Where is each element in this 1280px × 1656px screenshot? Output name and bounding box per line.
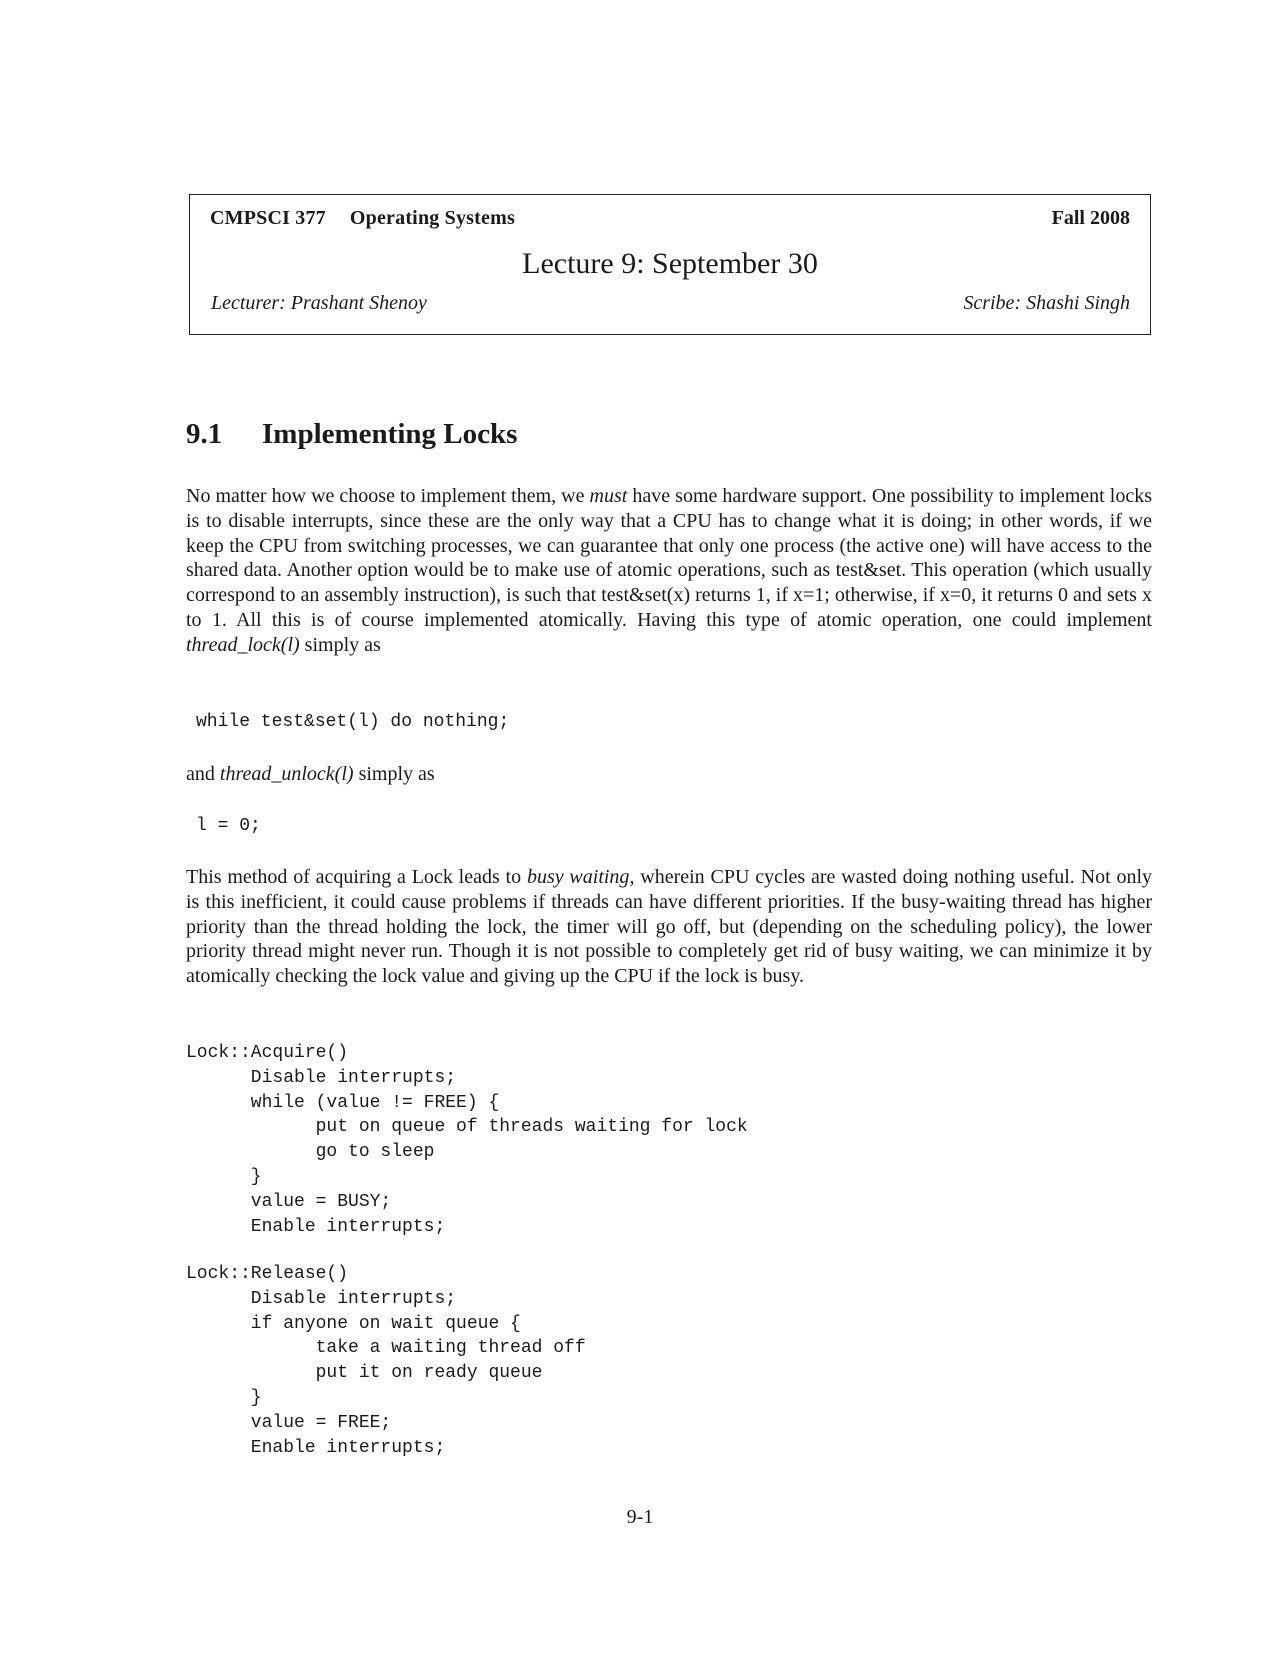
paragraph-text: simply as [299, 633, 381, 656]
course-name: Operating Systems [349, 207, 515, 229]
function-name: thread_lock(l) [186, 633, 300, 656]
emphasis-text: busy waiting [526, 866, 630, 888]
term-label: Fall 2008 [1051, 207, 1130, 229]
code-release: Lock::Release() Disable interrupts; if anyone on wait queue { take a waiting thread off put it on ready queue } value = FREE; Enable interrupts; [186, 1264, 586, 1458]
code-unlock: l = 0; [196, 816, 261, 836]
course-line [210, 207, 515, 230]
emphasis-text: must [589, 485, 628, 507]
lecturer-label: Lecturer: Prashant Shenoy [211, 292, 427, 314]
lecture-title: Lecture 9: September 30 [522, 247, 818, 280]
section-heading [186, 418, 517, 451]
paragraph-intro [186, 484, 1152, 658]
section-title-text: Implementing Locks [262, 418, 518, 450]
scribe-label: Scribe: Shashi Singh [963, 292, 1130, 314]
function-name: thread_unlock(l) [219, 763, 354, 785]
course-code: CMPSCI 377 [210, 207, 326, 229]
paragraph-text: have some hardware support. One possibility to implement locks is to disable interrupts, since these are the only way that a CPU has to change what it is doing; in other words, if we keep the CPU from switching processes, we can guarantee that only one process (the active one) will have access to the shared data. Another option would be to make use of atomic operations, such as test&set. This operation (which usually correspond to an assembly instruction), is such that test&set(x) returns 1, if x=1; otherwise, if x=0, it returns 0 and sets x to 1. All this is of course implemented atomically. Having this type of atomic operation, one could implement [186, 485, 1152, 631]
code-lock: while test&set(l) do nothing; [196, 712, 510, 732]
code-acquire: Lock::Acquire() Disable interrupts; while (value != FREE) { put on queue of threads waiting for lock go to sleep } value = BUSY; Enable interrupts; [186, 1043, 748, 1237]
paragraph-text: and [186, 763, 220, 785]
lecture-header-box [189, 194, 1151, 335]
paragraph-text: , wherein CPU cycles are wasted doing nothing useful. Not only is this inefficient, it could cause problems if threads can have different priorities. If the busy-waiting thread has higher priority than the thread holding the lock, the timer will go off, but (depending on the scheduling policy), the lower priority thread might never run. Though it is not possible to completely get rid of busy waiting, we can minimize it by atomically checking the lock value and giving up the CPU if the lock is busy. [186, 866, 1152, 988]
page-number: 9-1 [626, 1506, 654, 1528]
section-number: 9.1 [186, 418, 223, 450]
paragraph-text: No matter how we choose to implement them, we [186, 485, 590, 507]
unlock-sentence [186, 763, 435, 786]
paragraph-text: This method of acquiring a Lock leads to [186, 866, 527, 888]
paragraph-busy-waiting [186, 865, 1152, 989]
paragraph-text: simply as [353, 763, 435, 785]
